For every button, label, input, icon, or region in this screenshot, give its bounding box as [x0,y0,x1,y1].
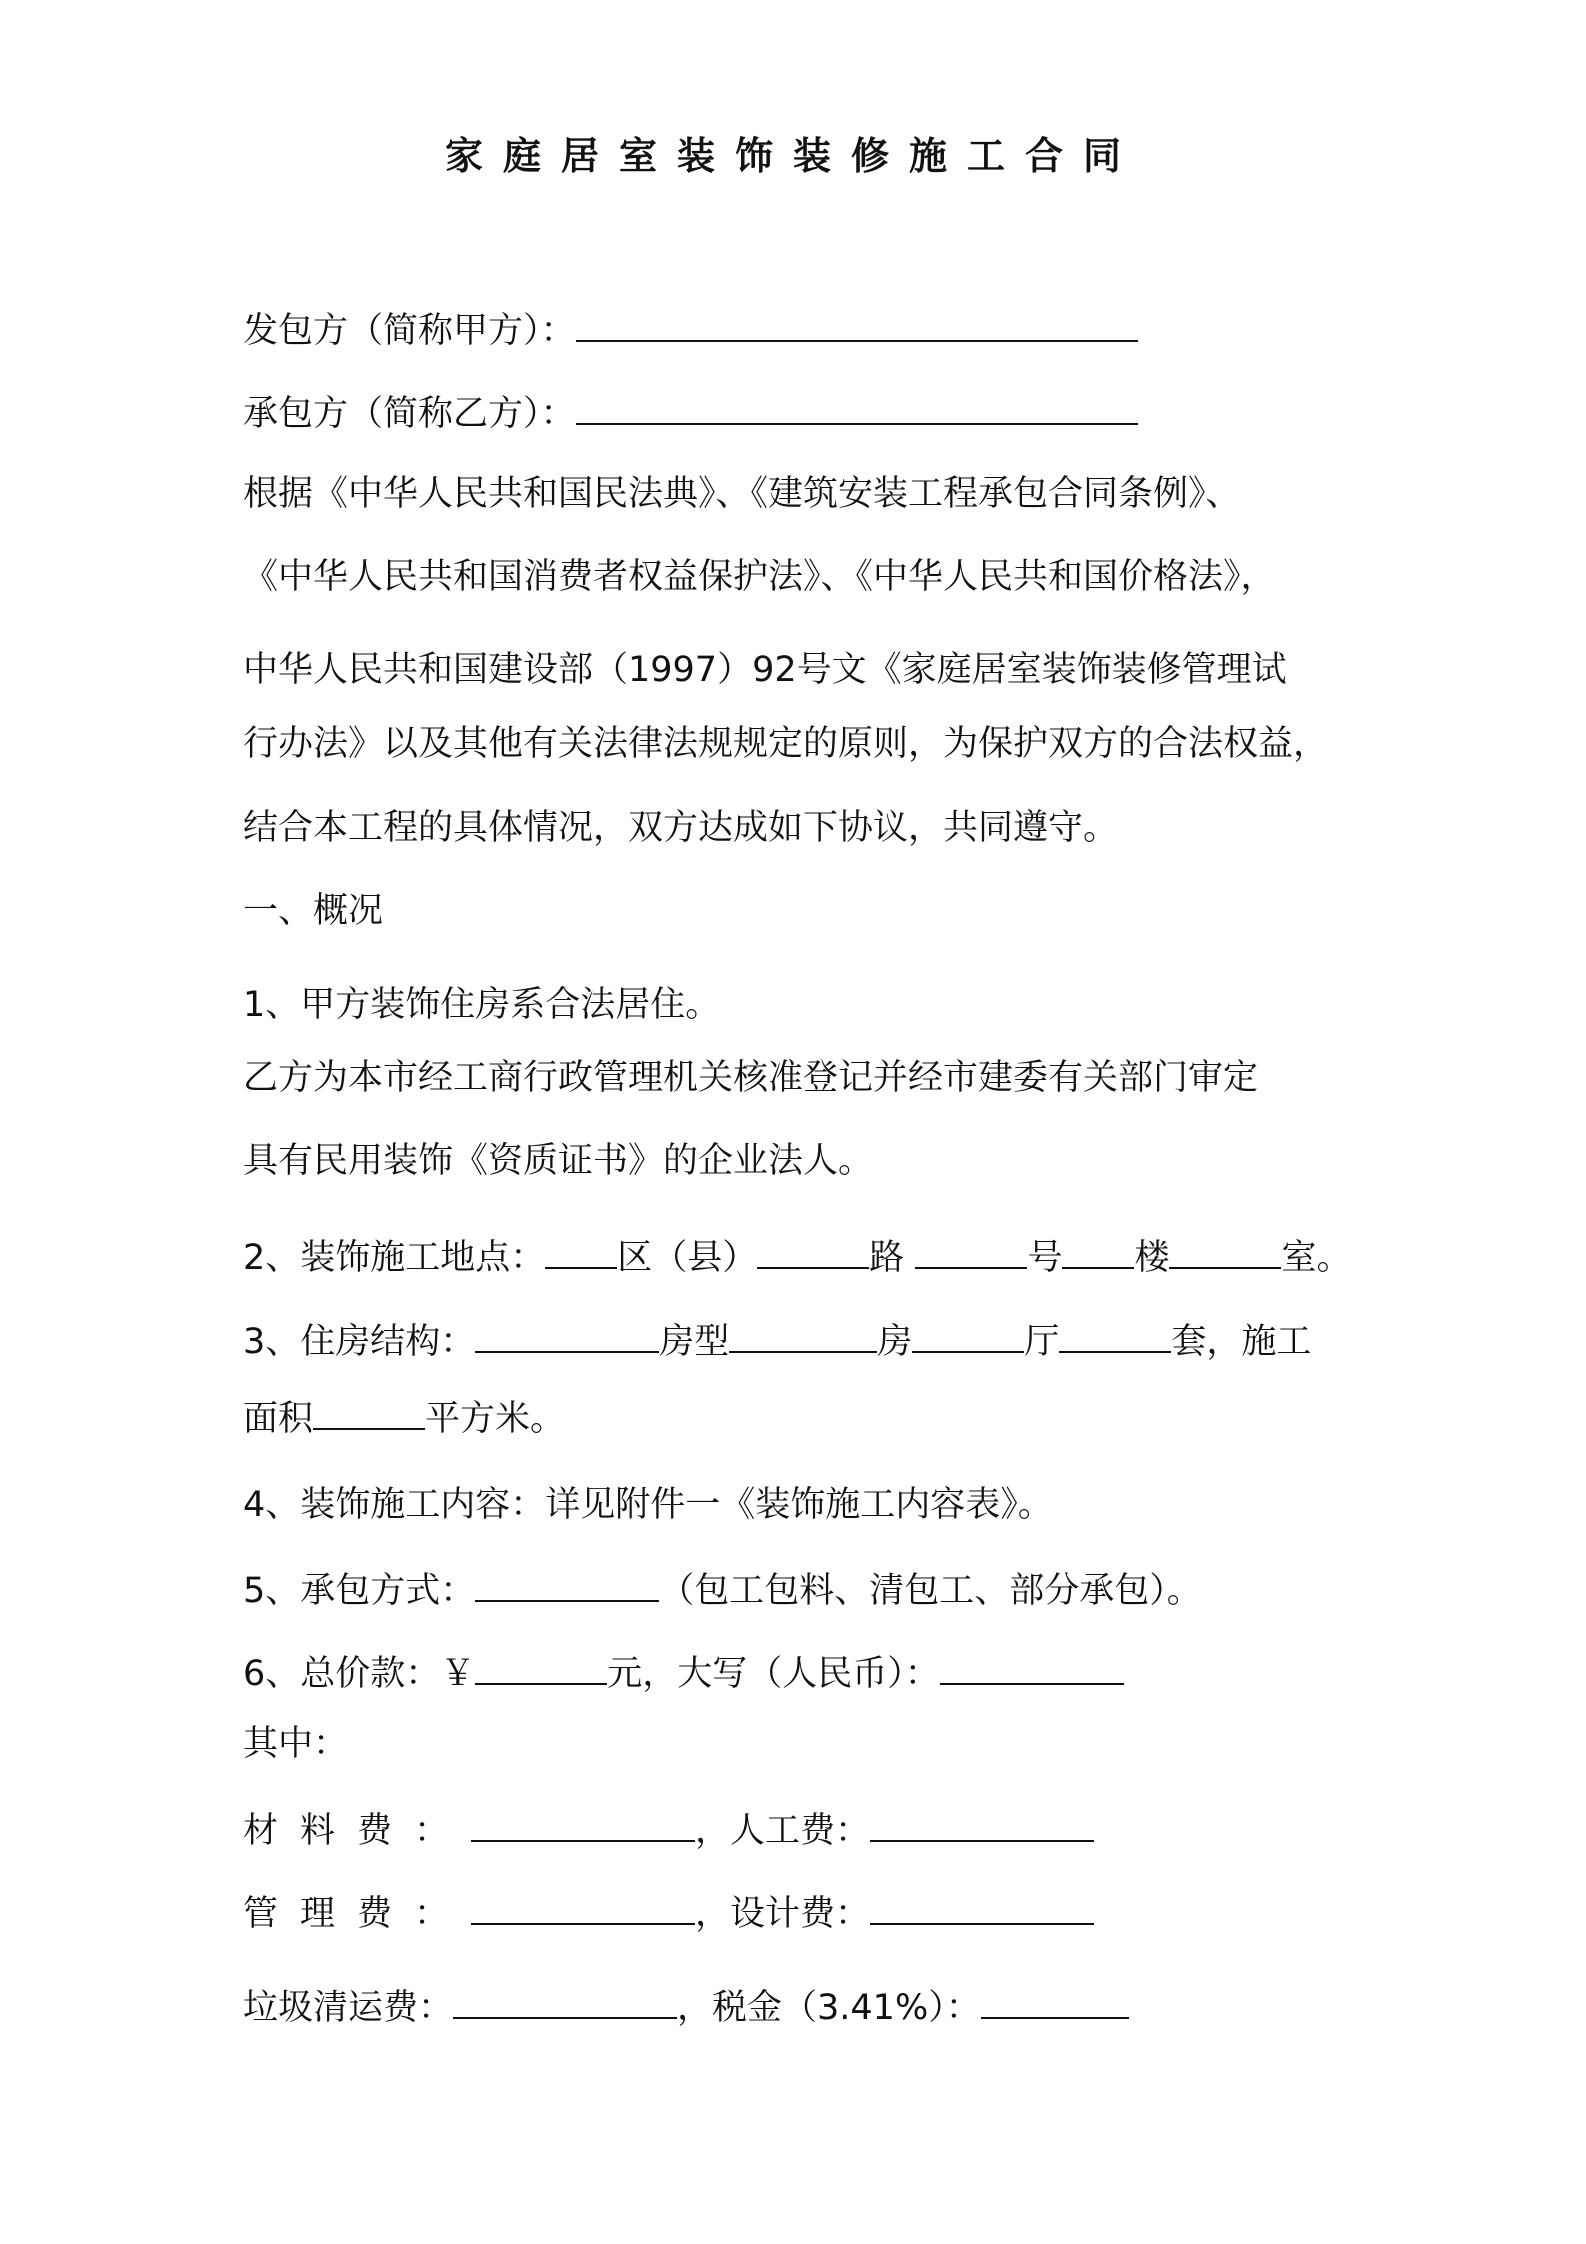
waste-blank[interactable] [453,1983,677,2019]
item1-line-1: 1、甲方装饰住房系合法居住。 [243,985,721,1025]
party-a-blank[interactable] [576,306,1138,342]
breakdown-intro: 其中： [243,1724,349,1764]
party-a-label: 发包方（简称甲方）： [243,311,576,351]
number-label: 号 [1027,1238,1063,1278]
number-blank[interactable] [915,1233,1027,1269]
item3-line-2 [243,1394,565,1441]
total-amount-words-blank[interactable] [940,1649,1124,1685]
halls-label: 厅 [1024,1322,1060,1362]
preamble-line-2: 《中华人民共和国消费者权益保护法》、《中华人民共和国价格法》， [243,557,1276,597]
tax-blank[interactable] [981,1983,1129,2019]
type-label: 房型 [659,1322,730,1362]
structure-blank[interactable] [475,1317,659,1353]
item5-line [243,1566,1202,1613]
item1-line-2: 乙方为本市经工商行政管理机关核准登记并经市建委有关部门审定 [243,1058,1259,1098]
area-blank[interactable] [313,1394,425,1430]
item3-prefix: 3、住房结构： [243,1322,476,1362]
district-blank[interactable] [545,1233,617,1269]
design-label: ，设计费： [695,1894,871,1934]
contract-method-blank[interactable] [475,1566,659,1602]
item6-yuan: 元，大写（人民币）： [607,1654,940,1694]
halls-blank[interactable] [1059,1317,1171,1353]
item1-line-3: 具有民用装饰《资质证书》的企业法人。 [243,1141,874,1181]
breakdown-line-1 [243,1806,1094,1853]
design-blank[interactable] [870,1889,1094,1925]
waste-label: 垃圾清运费： [243,1988,454,2028]
management-label: 管理费： [243,1894,472,1934]
party-b-line [243,389,1138,436]
preamble-line-5: 结合本工程的具体情况，双方达成如下协议，共同遵守。 [243,808,1119,848]
road-label: 路 [869,1238,905,1278]
item2-prefix: 2、装饰施工地点： [243,1238,546,1278]
material-label: 材料费： [243,1811,472,1851]
rooms-blank[interactable] [912,1317,1024,1353]
sets-label: 套，施工 [1171,1322,1312,1362]
item5-suffix: （包工包料、清包工、部分承包）。 [659,1571,1202,1611]
labor-blank[interactable] [870,1806,1094,1842]
breakdown-line-3 [243,1983,1129,2030]
building-label: 楼 [1134,1238,1170,1278]
type-blank[interactable] [729,1317,877,1353]
item6-line [243,1649,1124,1696]
party-b-blank[interactable] [576,389,1138,425]
management-blank[interactable] [471,1889,695,1925]
area-prefix: 面积 [243,1399,314,1439]
labor-label: ，人工费： [695,1811,871,1851]
building-blank[interactable] [1062,1233,1134,1269]
preamble-line-1: 根据《中华人民共和国民法典》、《建筑安装工程承包合同条例》、 [243,474,1241,514]
section-heading: 一、概况 [243,891,384,931]
item4-line: 4、装饰施工内容：详见附件一《装饰施工内容表》。 [243,1485,1053,1525]
rooms-label: 房 [877,1322,913,1362]
room-blank[interactable] [1169,1233,1281,1269]
room-label: 室。 [1281,1238,1352,1278]
area-unit: 平方米。 [425,1399,566,1439]
preamble-line-3: 中华人民共和国建设部（1997）92号文《家庭居室装饰装修管理试 [243,650,1287,690]
item5-prefix: 5、承包方式： [243,1571,476,1611]
party-a-line [243,306,1138,353]
item2-line [243,1233,1352,1280]
tax-label: ，税金（3.41%）： [677,1988,981,2028]
total-amount-blank[interactable] [475,1649,607,1685]
item3-line-1 [243,1317,1311,1364]
party-b-label: 承包方（简称乙方）： [243,394,576,434]
breakdown-line-2 [243,1889,1094,1936]
road-blank[interactable] [757,1233,869,1269]
material-blank[interactable] [471,1806,695,1842]
district-label: 区（县） [617,1238,758,1278]
document-title: 家庭居室装饰装修施工合同 [444,134,1141,178]
preamble-line-4: 行办法》以及其他有关法律法规规定的原则，为保护双方的合法权益， [243,724,1329,764]
item6-prefix: 6、总价款：￥ [243,1654,476,1694]
